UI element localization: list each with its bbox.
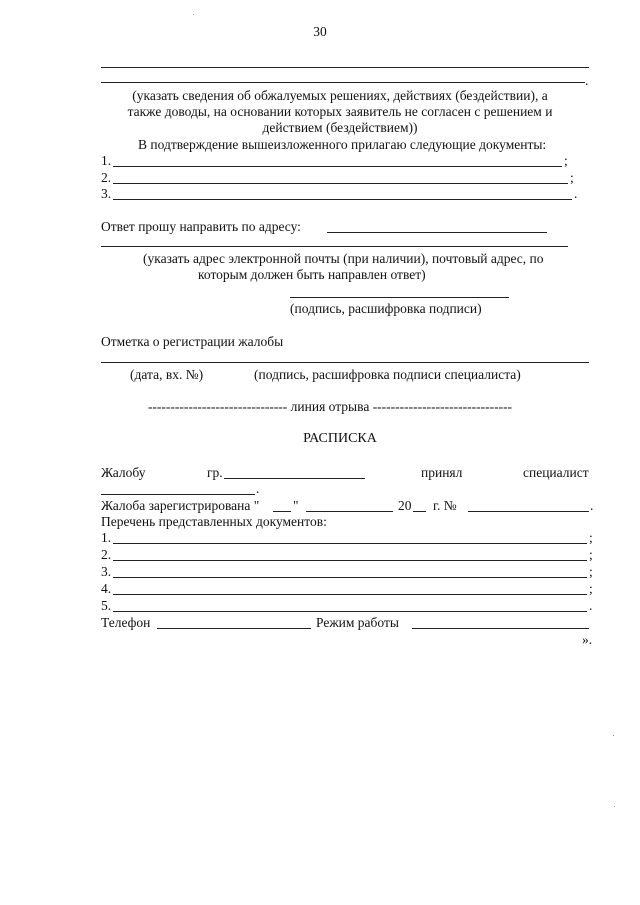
address-note-line1: (указать адрес электронной почты (при наличии), почтовый адрес, по (143, 251, 544, 266)
receipt-doc-line (113, 611, 587, 612)
scan-speck (614, 806, 615, 807)
blank-line (101, 82, 585, 83)
year-blank (413, 511, 426, 512)
receipt-doc-end: ; (589, 564, 593, 579)
address-line-2 (101, 246, 568, 247)
receipt-doc-line (113, 577, 587, 578)
receipt-doc-number: 4. (101, 581, 112, 596)
doc-item-end: ; (564, 153, 568, 168)
appeal-note-line1: (указать сведения об обжалуемых решениях, действиях (бездействии), а (132, 88, 548, 103)
receipt-doc-line (113, 560, 587, 561)
line-end-punct: . (256, 481, 260, 496)
citizen-name-line (224, 478, 365, 479)
year-suffix: г. № (433, 498, 457, 513)
blank-line (101, 67, 589, 68)
page-number: 30 (313, 24, 327, 39)
confirmation-text: В подтверждение вышеизложенного прилагаю следующие документы: (138, 137, 547, 152)
registered-quote: " (293, 498, 299, 513)
closing-quote: ». (582, 632, 593, 647)
address-line (327, 232, 547, 233)
phone-label: Телефон (101, 615, 151, 630)
receipt-doc-number: 1. (101, 530, 112, 545)
receipt-doc-end: . (589, 598, 593, 613)
receipt-doc-number: 5. (101, 598, 112, 613)
registered-label: Жалоба зарегистрирована " (101, 498, 260, 513)
address-note-line2: которым должен быть направлен ответ) (198, 267, 426, 282)
doc-item-line (113, 199, 572, 200)
registration-line (101, 362, 589, 363)
receipt-doc-end: ; (589, 581, 593, 596)
receipt-doc-line (113, 543, 587, 544)
day-blank (273, 511, 291, 512)
hours-line (412, 628, 589, 629)
doc-item-number: 3. (101, 186, 112, 201)
doc-item-number: 2. (101, 170, 112, 185)
address-label: Ответ прошу направить по адресу: (101, 219, 301, 234)
scan-speck (193, 14, 194, 15)
tear-line: ------------------------------- линия отрыва ------------------------------- (147, 399, 513, 414)
hours-label: Режим работы (316, 615, 399, 630)
word-citizen: гр. (207, 465, 223, 480)
docs-label: Перечень представленных документов: (101, 514, 327, 529)
signature-caption: (подпись, расшифровка подписи) (290, 301, 482, 316)
phone-line (157, 628, 311, 629)
doc-item-end: ; (570, 170, 574, 185)
line-end-punct: . (585, 73, 589, 88)
year-prefix: 20 (398, 498, 412, 513)
doc-item-number: 1. (101, 153, 112, 168)
date-caption: (дата, вх. №) (130, 367, 204, 382)
signature-line (290, 297, 509, 298)
receipt-doc-number: 3. (101, 564, 112, 579)
doc-item-end: . (574, 186, 578, 201)
word-specialist: специалист (523, 465, 589, 480)
receipt-title: РАСПИСКА (303, 431, 377, 446)
specialist-name-line (101, 494, 255, 495)
receipt-doc-end: ; (589, 530, 593, 545)
appeal-note-line2: также доводы, на основании которых заявитель не согласен с решением и (127, 104, 553, 119)
doc-item-line (113, 166, 562, 167)
scan-speck (613, 735, 614, 736)
registration-label: Отметка о регистрации жалобы (101, 334, 284, 349)
receipt-doc-end: ; (589, 547, 593, 562)
specialist-signature-caption: (подпись, расшифровка подписи специалиста) (254, 367, 521, 382)
month-blank (306, 511, 393, 512)
receipt-doc-line (113, 594, 587, 595)
line-end-punct: . (590, 498, 594, 513)
word-accepted: принял (421, 465, 463, 480)
registration-number-blank (468, 511, 589, 512)
doc-item-line (113, 183, 568, 184)
receipt-doc-number: 2. (101, 547, 112, 562)
appeal-note-line3: действием (бездействием)) (262, 120, 418, 135)
word-complaint: Жалобу (101, 465, 146, 480)
